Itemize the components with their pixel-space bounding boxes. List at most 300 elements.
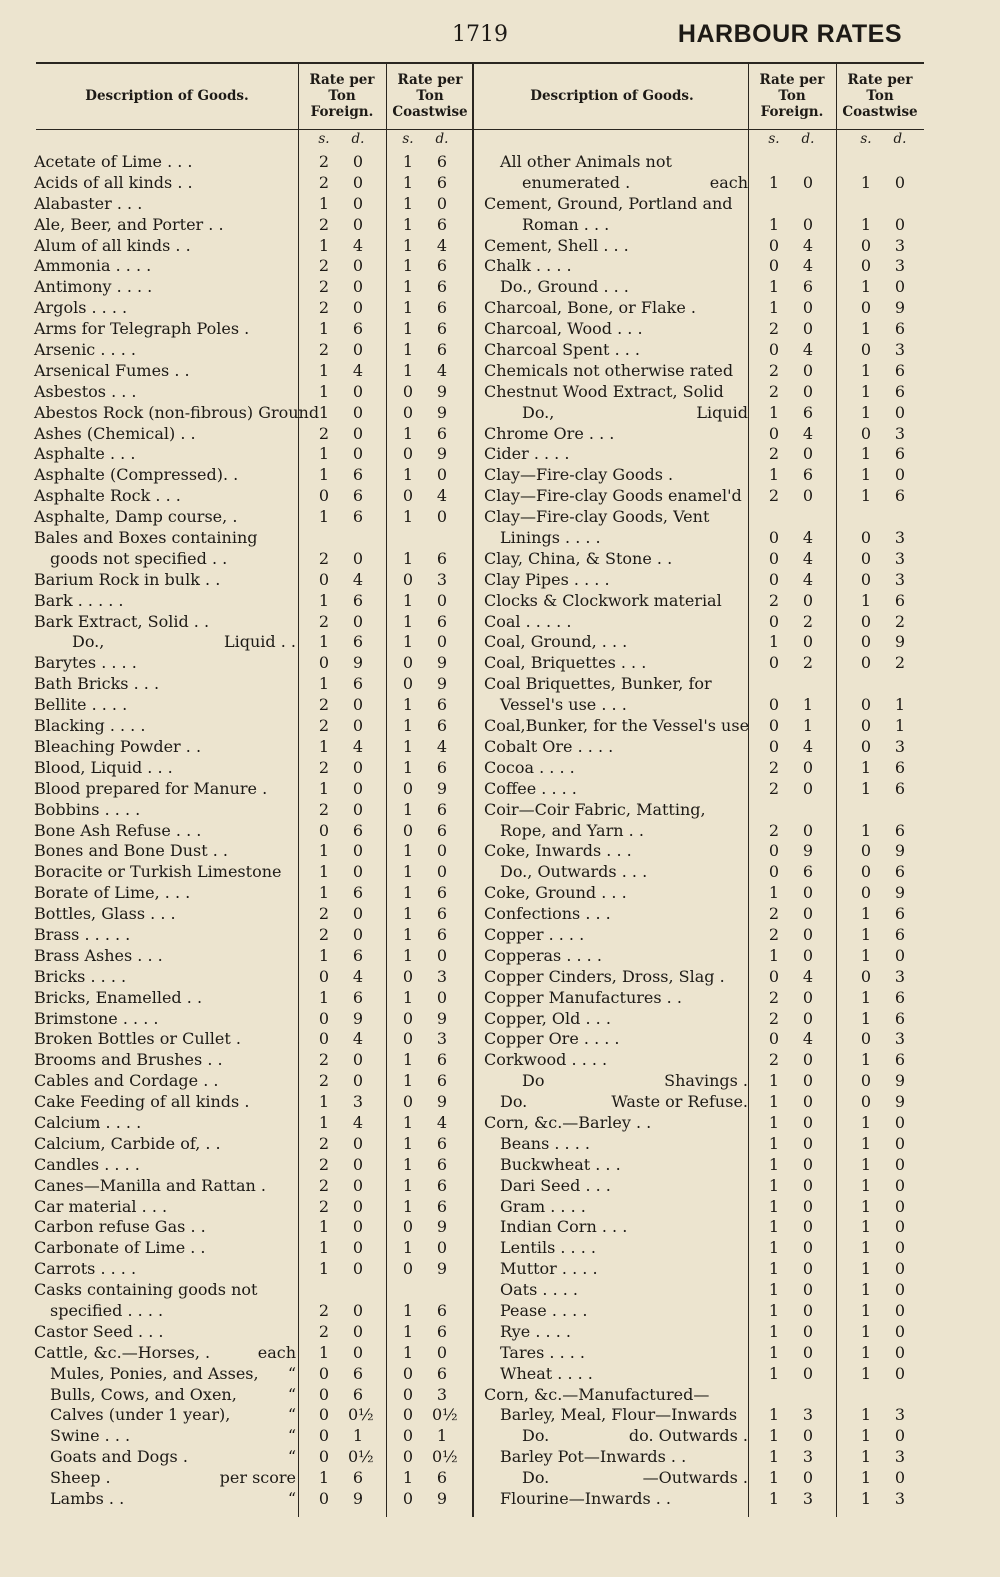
shillings-unit: s. bbox=[860, 131, 872, 147]
coastwise-shillings: 0 bbox=[860, 1029, 872, 1049]
coastwise-shillings: 1 bbox=[860, 1050, 872, 1070]
goods-description: Brass Ashes . . . bbox=[34, 945, 163, 965]
table-row bbox=[484, 1489, 924, 1510]
coastwise-pence: 1 bbox=[894, 695, 906, 715]
foreign-pence: 4 bbox=[802, 528, 814, 548]
foreign-shillings: 2 bbox=[768, 904, 780, 924]
foreign-pence: 1 bbox=[352, 1426, 364, 1446]
goods-description: Bales and Boxes containing bbox=[34, 528, 258, 548]
coastwise-pence: 3 bbox=[894, 340, 906, 360]
table-row bbox=[34, 444, 474, 465]
foreign-shillings: 2 bbox=[318, 695, 330, 715]
coastwise-pence: 0 bbox=[894, 1154, 906, 1174]
coastwise-shillings: 1 bbox=[402, 235, 414, 255]
foreign-pence: 0 bbox=[802, 1238, 814, 1258]
dot-leader: . . . . bbox=[122, 1008, 159, 1028]
foreign-pence: 0 bbox=[802, 319, 814, 339]
coastwise-pence: 6 bbox=[894, 904, 906, 924]
foreign-pence: 0 bbox=[352, 695, 364, 715]
coastwise-shillings: 1 bbox=[860, 214, 872, 234]
goods-description: Mules, Ponies, and Asses, bbox=[50, 1363, 259, 1383]
foreign-shillings: 1 bbox=[768, 1238, 780, 1258]
goods-description: Carbonate of Lime . . bbox=[34, 1238, 206, 1258]
foreign-pence: 0 bbox=[352, 757, 364, 777]
foreign-shillings: 1 bbox=[768, 945, 780, 965]
dot-leader: . . bbox=[180, 423, 196, 443]
foreign-pence: 4 bbox=[802, 256, 814, 276]
foreign-pence: 0 bbox=[352, 799, 364, 819]
table-row bbox=[484, 298, 924, 319]
left-coastwise-header: Rate per Ton Coastwise bbox=[392, 72, 468, 120]
table-top-rule bbox=[36, 62, 924, 64]
table-row bbox=[484, 988, 924, 1009]
foreign-pence: 0 bbox=[352, 1154, 364, 1174]
coastwise-pence: 9 bbox=[436, 1008, 448, 1028]
foreign-pence: 6 bbox=[352, 632, 364, 652]
pence-unit: d. bbox=[893, 131, 907, 147]
coastwise-shillings: 1 bbox=[860, 987, 872, 1007]
unit-qualifier: per score bbox=[219, 1468, 296, 1488]
coastwise-pence: 6 bbox=[894, 381, 906, 401]
coastwise-pence: 6 bbox=[436, 423, 448, 443]
goods-description: Clay Pipes . . . . bbox=[484, 569, 610, 589]
coastwise-pence: 3 bbox=[894, 548, 906, 568]
dot-leader: . bbox=[232, 507, 238, 527]
dot-leader: . bbox=[235, 1029, 241, 1049]
foreign-shillings: 1 bbox=[318, 1092, 330, 1112]
coastwise-shillings: 0 bbox=[860, 423, 872, 443]
goods-description: Bark . . . . . bbox=[34, 590, 124, 610]
coastwise-pence: 3 bbox=[894, 966, 906, 986]
dot-leader: . . . bbox=[104, 1426, 131, 1446]
dot-leader: . . . . bbox=[542, 1280, 578, 1300]
goods-description: Linings . . . . bbox=[500, 528, 601, 548]
goods-description: Asphalte Rock . . . bbox=[34, 486, 181, 506]
foreign-pence: 0½ bbox=[348, 1405, 374, 1425]
dot-leader: . . bbox=[211, 548, 228, 568]
foreign-shillings: 1 bbox=[318, 444, 330, 464]
dot-leader: . . bbox=[655, 1489, 672, 1508]
table-row bbox=[484, 904, 924, 925]
table-row bbox=[484, 779, 924, 800]
coastwise-shillings: 1 bbox=[402, 987, 414, 1007]
table-row bbox=[34, 1385, 474, 1406]
dot-leader: . . . . bbox=[565, 528, 601, 548]
dot-leader: . . . bbox=[138, 1321, 164, 1341]
coastwise-pence: 0 bbox=[436, 987, 448, 1007]
coastwise-shillings: 1 bbox=[860, 778, 872, 798]
dot-leader: . . . . bbox=[577, 736, 614, 756]
goods-description: Cider . . . . bbox=[484, 444, 570, 464]
coastwise-pence: 4 bbox=[436, 360, 448, 380]
right-description-header: Description of Goods. bbox=[530, 88, 694, 104]
foreign-shillings: 1 bbox=[768, 1300, 780, 1320]
coastwise-shillings: 0 bbox=[860, 611, 872, 631]
coastwise-pence: 0 bbox=[894, 172, 906, 192]
table-row bbox=[34, 1489, 474, 1510]
coastwise-shillings: 1 bbox=[860, 360, 872, 380]
dot-leader: . . bbox=[666, 987, 682, 1007]
coastwise-shillings: 1 bbox=[402, 1175, 414, 1195]
goods-description: Flourine—Inwards . . bbox=[500, 1489, 672, 1508]
table-row bbox=[484, 1113, 924, 1134]
foreign-shillings: 1 bbox=[318, 945, 330, 965]
foreign-shillings: 2 bbox=[318, 277, 330, 297]
foreign-pence: 4 bbox=[802, 966, 814, 986]
dot-leader: . . . . bbox=[550, 1196, 586, 1216]
pence-unit: d. bbox=[435, 131, 449, 147]
dot-leader: . . . bbox=[111, 381, 137, 401]
goods-description: Do., Ground . . . bbox=[500, 277, 629, 297]
table-row bbox=[484, 465, 924, 486]
foreign-pence: 1 bbox=[802, 716, 814, 736]
foreign-pence: 4 bbox=[352, 569, 364, 589]
coastwise-shillings: 1 bbox=[860, 381, 872, 401]
unit-qualifier: “ bbox=[287, 1363, 296, 1383]
coastwise-shillings: 1 bbox=[402, 507, 414, 527]
goods-description: Lambs . . bbox=[50, 1489, 125, 1508]
coastwise-shillings: 1 bbox=[860, 590, 872, 610]
table-row bbox=[34, 862, 474, 883]
coastwise-shillings: 0 bbox=[402, 1447, 414, 1467]
foreign-pence: 6 bbox=[352, 486, 364, 506]
foreign-pence: 0 bbox=[802, 444, 814, 464]
foreign-pence: 0 bbox=[352, 1238, 364, 1258]
goods-description: Ammonia . . . . bbox=[34, 256, 152, 276]
unit-qualifier: “ bbox=[287, 1447, 296, 1467]
dot-leader: . . . . bbox=[561, 1259, 598, 1279]
coastwise-pence: 6 bbox=[436, 319, 448, 339]
foreign-pence: 0 bbox=[352, 1342, 364, 1362]
coastwise-pence: 4 bbox=[436, 1112, 448, 1132]
table-row bbox=[484, 382, 924, 403]
goods-description: Muttor . . . . bbox=[500, 1259, 598, 1279]
goods-description: Cement, Ground, Portland and bbox=[484, 193, 733, 213]
coastwise-pence: 6 bbox=[436, 904, 448, 924]
goods-description: Cables and Cordage . . bbox=[34, 1071, 219, 1091]
right-foreign-header: Rate per Ton Foreign. bbox=[759, 72, 825, 120]
goods-description: Calcium, Carbide of, . . bbox=[34, 1133, 221, 1153]
foreign-pence: 9 bbox=[352, 1008, 364, 1028]
dot-leader: . . . bbox=[147, 757, 173, 777]
coastwise-shillings: 0 bbox=[402, 1092, 414, 1112]
foreign-pence: 6 bbox=[802, 465, 814, 485]
table-row bbox=[34, 1259, 474, 1280]
coastwise-shillings: 1 bbox=[860, 1259, 872, 1279]
table-row bbox=[34, 507, 474, 528]
dot-leader: . . bbox=[190, 1217, 206, 1237]
foreign-shillings: 2 bbox=[318, 904, 330, 924]
table-row bbox=[34, 1280, 474, 1301]
goods-description: Charcoal Spent . . . bbox=[484, 340, 641, 360]
table-row bbox=[484, 486, 924, 507]
coastwise-shillings: 1 bbox=[860, 1489, 872, 1508]
foreign-shillings: 0 bbox=[768, 528, 780, 548]
table-row bbox=[484, 758, 924, 779]
table-row bbox=[34, 612, 474, 633]
coastwise-shillings: 0 bbox=[402, 778, 414, 798]
dot-leader: . bbox=[625, 172, 631, 192]
goods-description: Asphalte . . . bbox=[34, 444, 136, 464]
foreign-pence: 0 bbox=[802, 360, 814, 380]
goods-description: Copperas . . . . bbox=[484, 945, 602, 965]
foreign-shillings: 1 bbox=[768, 1196, 780, 1216]
goods-description: Alum of all kinds . . bbox=[34, 235, 191, 255]
foreign-pence: 0 bbox=[802, 486, 814, 506]
table-row bbox=[484, 1176, 924, 1197]
goods-description: Bricks, Enamelled . . bbox=[34, 987, 203, 1007]
foreign-pence: 0 bbox=[352, 1217, 364, 1237]
foreign-pence: 9 bbox=[352, 1489, 364, 1508]
table-row bbox=[484, 528, 924, 549]
coastwise-shillings: 1 bbox=[860, 1405, 872, 1425]
table-row bbox=[484, 716, 924, 737]
coastwise-pence: 3 bbox=[436, 1029, 448, 1049]
table-row bbox=[484, 653, 924, 674]
table-row bbox=[484, 256, 924, 277]
goods-description: Calves (under 1 year), bbox=[50, 1405, 231, 1425]
coastwise-shillings: 1 bbox=[860, 1175, 872, 1195]
foreign-pence: 1 bbox=[802, 695, 814, 715]
unit-qualifier: each bbox=[709, 172, 748, 192]
dot-leader: . . . . bbox=[554, 1133, 590, 1153]
coastwise-pence: 6 bbox=[436, 1050, 448, 1070]
dot-leader: . . bbox=[628, 820, 644, 840]
table-row bbox=[484, 1155, 924, 1176]
foreign-pence: 9 bbox=[802, 841, 814, 861]
foreign-shillings: 2 bbox=[318, 1154, 330, 1174]
coastwise-pence: 9 bbox=[436, 778, 448, 798]
foreign-shillings: 2 bbox=[318, 214, 330, 234]
goods-description: Bones and Bone Dust . . bbox=[34, 841, 229, 861]
coastwise-shillings: 1 bbox=[402, 611, 414, 631]
table-row bbox=[34, 1092, 474, 1113]
coastwise-pence: 0 bbox=[436, 590, 448, 610]
coastwise-shillings: 1 bbox=[860, 277, 872, 297]
coastwise-pence: 0 bbox=[894, 945, 906, 965]
header-rule bbox=[36, 129, 924, 130]
table-row bbox=[34, 883, 474, 904]
coastwise-pence: 6 bbox=[436, 716, 448, 736]
coastwise-pence: 6 bbox=[436, 820, 448, 840]
coastwise-shillings: 0 bbox=[860, 1092, 872, 1112]
goods-description: Barytes . . . . bbox=[34, 653, 137, 673]
coastwise-pence: 0 bbox=[894, 1300, 906, 1320]
table-row bbox=[484, 674, 924, 695]
coastwise-shillings: 0 bbox=[860, 298, 872, 318]
foreign-shillings: 1 bbox=[318, 1342, 330, 1362]
coastwise-shillings: 1 bbox=[402, 924, 414, 944]
foreign-shillings: 2 bbox=[768, 1050, 780, 1070]
coastwise-pence: 6 bbox=[436, 1468, 448, 1488]
foreign-shillings: 2 bbox=[768, 319, 780, 339]
goods-description: Do., bbox=[522, 402, 555, 422]
foreign-shillings: 1 bbox=[768, 1426, 780, 1446]
foreign-shillings: 0 bbox=[318, 1489, 330, 1508]
coastwise-shillings: 1 bbox=[402, 1071, 414, 1091]
pence-unit: d. bbox=[801, 131, 815, 147]
coastwise-pence: 0 bbox=[894, 1468, 906, 1488]
coastwise-shillings: 1 bbox=[860, 820, 872, 840]
dot-leader: . . bbox=[205, 1133, 221, 1153]
foreign-pence: 0 bbox=[352, 548, 364, 568]
goods-description: Do. bbox=[500, 1092, 528, 1112]
table-row bbox=[34, 194, 474, 215]
table-row bbox=[34, 1343, 474, 1364]
coastwise-shillings: 1 bbox=[402, 465, 414, 485]
coastwise-pence: 0 bbox=[436, 465, 448, 485]
foreign-pence: 0 bbox=[352, 1071, 364, 1091]
table-row bbox=[484, 1134, 924, 1155]
foreign-pence: 0 bbox=[802, 987, 814, 1007]
goods-description: Coal, Ground, . . . bbox=[484, 632, 628, 652]
coastwise-shillings: 0 bbox=[860, 256, 872, 276]
foreign-pence: 3 bbox=[802, 1489, 814, 1508]
foreign-pence: 0 bbox=[802, 1280, 814, 1300]
foreign-pence: 6 bbox=[352, 319, 364, 339]
foreign-shillings: 0 bbox=[318, 1384, 330, 1404]
coastwise-shillings: 0 bbox=[402, 820, 414, 840]
table-row bbox=[484, 549, 924, 570]
coastwise-shillings: 1 bbox=[402, 319, 414, 339]
foreign-pence: 0 bbox=[352, 1300, 364, 1320]
dot-leader: . . bbox=[635, 1112, 652, 1132]
dot-leader: . . . . bbox=[533, 444, 570, 464]
goods-description: Bone Ash Refuse . . . bbox=[34, 820, 202, 840]
goods-description: Chemicals not otherwise rated bbox=[484, 360, 734, 380]
foreign-pence: 6 bbox=[352, 820, 364, 840]
foreign-pence: 3 bbox=[802, 1405, 814, 1425]
coastwise-shillings: 0 bbox=[402, 1384, 414, 1404]
foreign-shillings: 2 bbox=[318, 340, 330, 360]
coastwise-pence: 6 bbox=[894, 757, 906, 777]
foreign-shillings: 0 bbox=[768, 862, 780, 882]
goods-description: Copper Cinders, Dross, Slag . bbox=[484, 966, 725, 986]
coastwise-pence: 0 bbox=[894, 1259, 906, 1279]
pence-unit: d. bbox=[351, 131, 365, 147]
coastwise-shillings: 1 bbox=[860, 757, 872, 777]
dot-leader: . . bbox=[207, 1050, 223, 1070]
table-row bbox=[34, 256, 474, 277]
dot-leader: . . . bbox=[606, 841, 632, 861]
table-row bbox=[34, 340, 474, 361]
left-coastwise-units bbox=[398, 131, 452, 147]
page-number: 1719 bbox=[452, 22, 508, 47]
table-row bbox=[484, 236, 924, 257]
unit-qualifier: Liquid bbox=[696, 402, 748, 422]
coastwise-shillings: 1 bbox=[402, 360, 414, 380]
foreign-shillings: 2 bbox=[318, 611, 330, 631]
foreign-pence: 0 bbox=[352, 444, 364, 464]
coastwise-shillings: 1 bbox=[860, 1008, 872, 1028]
table-row bbox=[484, 1343, 924, 1364]
coastwise-pence: 6 bbox=[436, 757, 448, 777]
dot-leader: . . . bbox=[133, 674, 160, 694]
goods-description: Arms for Telegraph Poles . bbox=[34, 319, 250, 339]
goods-description: Chalk . . . . bbox=[484, 256, 572, 276]
goods-description: Broken Bottles or Cullet . bbox=[34, 1029, 241, 1049]
coastwise-shillings: 1 bbox=[402, 1050, 414, 1070]
dot-leader: . bbox=[719, 966, 725, 986]
dot-leader: . . bbox=[190, 1238, 206, 1258]
foreign-pence: 0 bbox=[802, 298, 814, 318]
foreign-shillings: 1 bbox=[768, 1175, 780, 1195]
goods-description: Pease . . . . bbox=[500, 1300, 588, 1320]
coastwise-shillings: 0 bbox=[860, 528, 872, 548]
foreign-pence: 0 bbox=[802, 904, 814, 924]
foreign-shillings: 1 bbox=[318, 1259, 330, 1279]
foreign-shillings: 0 bbox=[318, 486, 330, 506]
coastwise-pence: 0 bbox=[894, 214, 906, 234]
coastwise-pence: 3 bbox=[894, 736, 906, 756]
table-row bbox=[484, 612, 924, 633]
foreign-pence: 0 bbox=[802, 1133, 814, 1153]
coastwise-shillings: 1 bbox=[402, 590, 414, 610]
dot-leader: . . . . bbox=[571, 1050, 608, 1070]
coastwise-pence: 6 bbox=[894, 987, 906, 1007]
coastwise-shillings: 1 bbox=[860, 172, 872, 192]
coastwise-shillings: 1 bbox=[402, 632, 414, 652]
coastwise-pence: 0 bbox=[894, 1280, 906, 1300]
goods-description: Casks containing goods not bbox=[34, 1280, 258, 1300]
goods-description: Roman . . . bbox=[522, 214, 610, 234]
coastwise-pence: 3 bbox=[894, 1489, 906, 1508]
dot-leader: . . . bbox=[150, 904, 176, 924]
coastwise-pence: 6 bbox=[894, 590, 906, 610]
dot-leader: . . bbox=[193, 611, 210, 631]
foreign-shillings: 1 bbox=[318, 465, 330, 485]
coastwise-shillings: 0 bbox=[402, 444, 414, 464]
foreign-pence: 0 bbox=[352, 611, 364, 631]
dot-leader: . . . bbox=[595, 1154, 621, 1174]
table-row bbox=[484, 737, 924, 758]
foreign-pence: 0 bbox=[802, 1050, 814, 1070]
coastwise-shillings: 1 bbox=[402, 945, 414, 965]
foreign-shillings: 0 bbox=[318, 1029, 330, 1049]
coastwise-pence: 9 bbox=[894, 1071, 906, 1091]
table-row bbox=[484, 215, 924, 236]
coastwise-pence: 0 bbox=[894, 1363, 906, 1383]
dot-leader: . . . . bbox=[91, 298, 128, 318]
foreign-pence: 6 bbox=[352, 674, 364, 694]
goods-description: Coal, Briquettes . . . bbox=[484, 653, 647, 673]
table-row bbox=[34, 361, 474, 382]
dot-leader: . . bbox=[186, 987, 203, 1007]
foreign-shillings: 1 bbox=[318, 1468, 330, 1488]
dot-leader: . . . . bbox=[115, 256, 152, 276]
foreign-pence: 6 bbox=[352, 1468, 364, 1488]
coastwise-shillings: 0 bbox=[860, 632, 872, 652]
table-row bbox=[34, 800, 474, 821]
coastwise-shillings: 1 bbox=[860, 444, 872, 464]
foreign-shillings: 0 bbox=[768, 966, 780, 986]
foreign-pence: 0 bbox=[802, 1363, 814, 1383]
coastwise-shillings: 0 bbox=[402, 569, 414, 589]
goods-description: Corn, &c.—Manufactured— bbox=[484, 1384, 710, 1404]
coastwise-pence: 9 bbox=[894, 883, 906, 903]
foreign-pence: 0 bbox=[802, 214, 814, 234]
table-row bbox=[484, 967, 924, 988]
table-row bbox=[484, 591, 924, 612]
foreign-shillings: 2 bbox=[768, 381, 780, 401]
foreign-pence: 0 bbox=[802, 1259, 814, 1279]
coastwise-pence: 0½ bbox=[432, 1405, 458, 1425]
foreign-shillings: 0 bbox=[768, 235, 780, 255]
table-row bbox=[484, 1238, 924, 1259]
dot-leader: . . bbox=[174, 360, 190, 380]
foreign-shillings: 1 bbox=[768, 465, 780, 485]
dot-leader: . bbox=[244, 319, 250, 339]
